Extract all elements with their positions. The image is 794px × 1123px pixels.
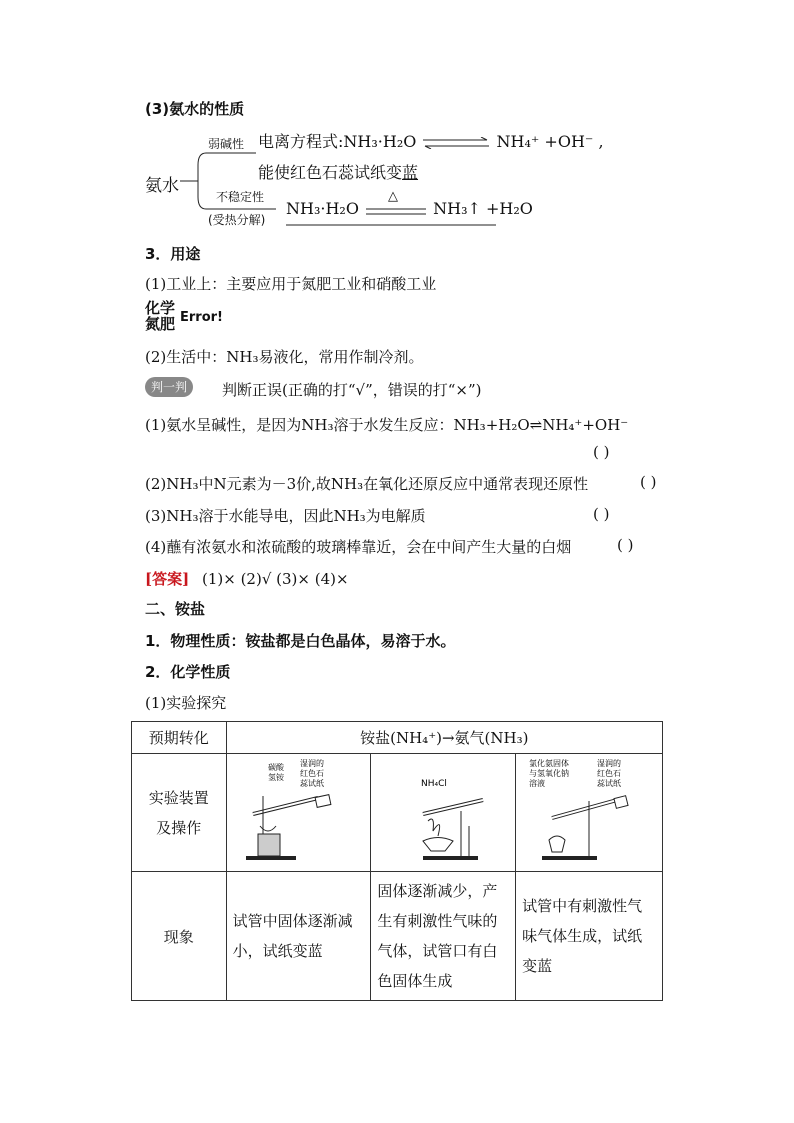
decomposition-equation [286, 188, 533, 218]
salt-exp: (1)实验探究 [145, 694, 227, 712]
obs2-text: 固体逐渐减少，产生有刺激性气味的气体，试管口有白色固体生成 [377, 882, 498, 990]
header-expected: 预期转化 [132, 722, 227, 754]
judge-item-1: (1)氨水呈碱性，是因为NH₃溶于水发生反应：NH₃+H₂O⇌NH₄⁺+OH⁻ [145, 416, 629, 434]
uses-industry: (1)工业上：主要应用于氮肥工业和硝酸工业 [145, 275, 437, 293]
heat-symbol: △ [388, 188, 399, 204]
judge-badge: 判一判 [145, 377, 193, 397]
experiment-table [131, 721, 663, 1001]
judge-item-4: (4)蘸有浓氨水和浓硫酸的玻璃棒靠近，会在中间产生大量的白烟 [145, 538, 572, 556]
ionization-prefix: 电离方程式: [258, 132, 344, 151]
uses-life: (2)生活中：NH₃易液化，常用作制冷剂。 [145, 348, 424, 366]
judge-badge-wrap [145, 377, 193, 397]
section-title: (3)氨水的性质 [145, 100, 245, 118]
flask-heating-setup-2 [383, 756, 503, 866]
judge-paren-1[interactable]: ( ) [593, 443, 610, 461]
app1-label-0: 碳酸 [268, 762, 285, 772]
chem-fert-line1: 化学 [145, 299, 176, 317]
app3-label-3: 湿润的 [596, 758, 621, 768]
weak-base-label: 弱碱性 [208, 137, 245, 151]
row-observation-label: 现象 [132, 872, 227, 1001]
uses-title: 3．用途 [145, 245, 201, 263]
app1-label-4: 蕊试纸 [300, 778, 325, 788]
app1-label-1: 氢铵 [268, 772, 285, 782]
judge-paren-2[interactable]: ( ) [640, 473, 657, 491]
decomp-lhs: NH₃·H₂O [286, 199, 359, 218]
flask-heating-setup-1 [238, 756, 358, 866]
ammonia-root: 氨水 [145, 176, 179, 196]
app1-label-3: 红色石 [300, 768, 325, 778]
row-apparatus-label: 实验装置及操作 [132, 754, 227, 872]
obs1-text: 试管中固体逐渐减小，试纸变蓝 [232, 912, 353, 960]
judge-paren-3[interactable]: ( ) [593, 505, 610, 523]
app3-label-5: 蕊试纸 [596, 778, 621, 788]
chem-fert-line2: 氮肥 [145, 315, 176, 333]
app3-label-4: 红色石 [596, 768, 621, 778]
heat-decomp-label: (受热分解) [208, 213, 266, 227]
heat-arrow [364, 188, 428, 217]
error-text: Error! [180, 310, 223, 325]
decomp-rhs: NH₃↑ +H₂O [433, 199, 533, 218]
flask-heating-setup-3 [527, 756, 652, 866]
answer-line [145, 568, 349, 589]
obs3-text: 试管中有刺激性气味气体生成，试纸变蓝 [522, 897, 643, 975]
litmus-prefix: 能使红色石蕊试纸变 [258, 163, 403, 182]
judge-paren-4[interactable]: ( ) [617, 536, 634, 554]
salt-chem: 2．化学性质 [145, 663, 231, 681]
litmus-text [258, 160, 418, 183]
header-conversion: 铵盐(NH₄⁺)→氨气(NH₃) [226, 722, 662, 754]
chem-fert [145, 300, 175, 332]
app1-label-2: 湿润的 [300, 758, 325, 768]
equals-icon [364, 207, 428, 217]
app3-label-2: 溶液 [528, 778, 545, 788]
judge-item-2: (2)NH₃中N元素为－3价,故NH₃在氧化还原反应中通常表现还原性 [145, 475, 589, 493]
ionization-equation [258, 129, 604, 152]
app3-label-1: 与氢氧化钠 [528, 768, 569, 778]
apparatus-3 [516, 754, 663, 872]
app2-label: NH₄Cl [421, 778, 448, 789]
apparatus-2 [371, 754, 516, 872]
judge-item-3: (3)NH₃溶于水能导电，因此NH₃为电解质 [145, 507, 426, 525]
answer-text: (1)× (2)√ (3)× (4)× [201, 570, 349, 588]
salt-title: 二、铵盐 [145, 600, 206, 618]
salt-phys: 1．物理性质：铵盐都是白色晶体，易溶于水。 [145, 632, 456, 650]
observation-2 [371, 872, 516, 1001]
ionization-rhs: NH₄⁺ +OH⁻ , [496, 132, 604, 151]
reversible-arrow-icon [421, 137, 491, 149]
ionization-lhs: NH₃·H₂O [343, 132, 417, 151]
judge-instruction: 判断正误(正确的打“√”，错误的打“×”) [222, 381, 482, 399]
apparatus-1 [226, 754, 371, 872]
app3-label-0: 氯化氨固体 [528, 758, 569, 768]
observation-3 [516, 872, 663, 1001]
litmus-blank: 蓝 [402, 163, 419, 182]
unstable-label: 不稳定性 [216, 190, 265, 204]
answer-label: [答案] [145, 570, 190, 588]
observation-1 [226, 872, 371, 1001]
